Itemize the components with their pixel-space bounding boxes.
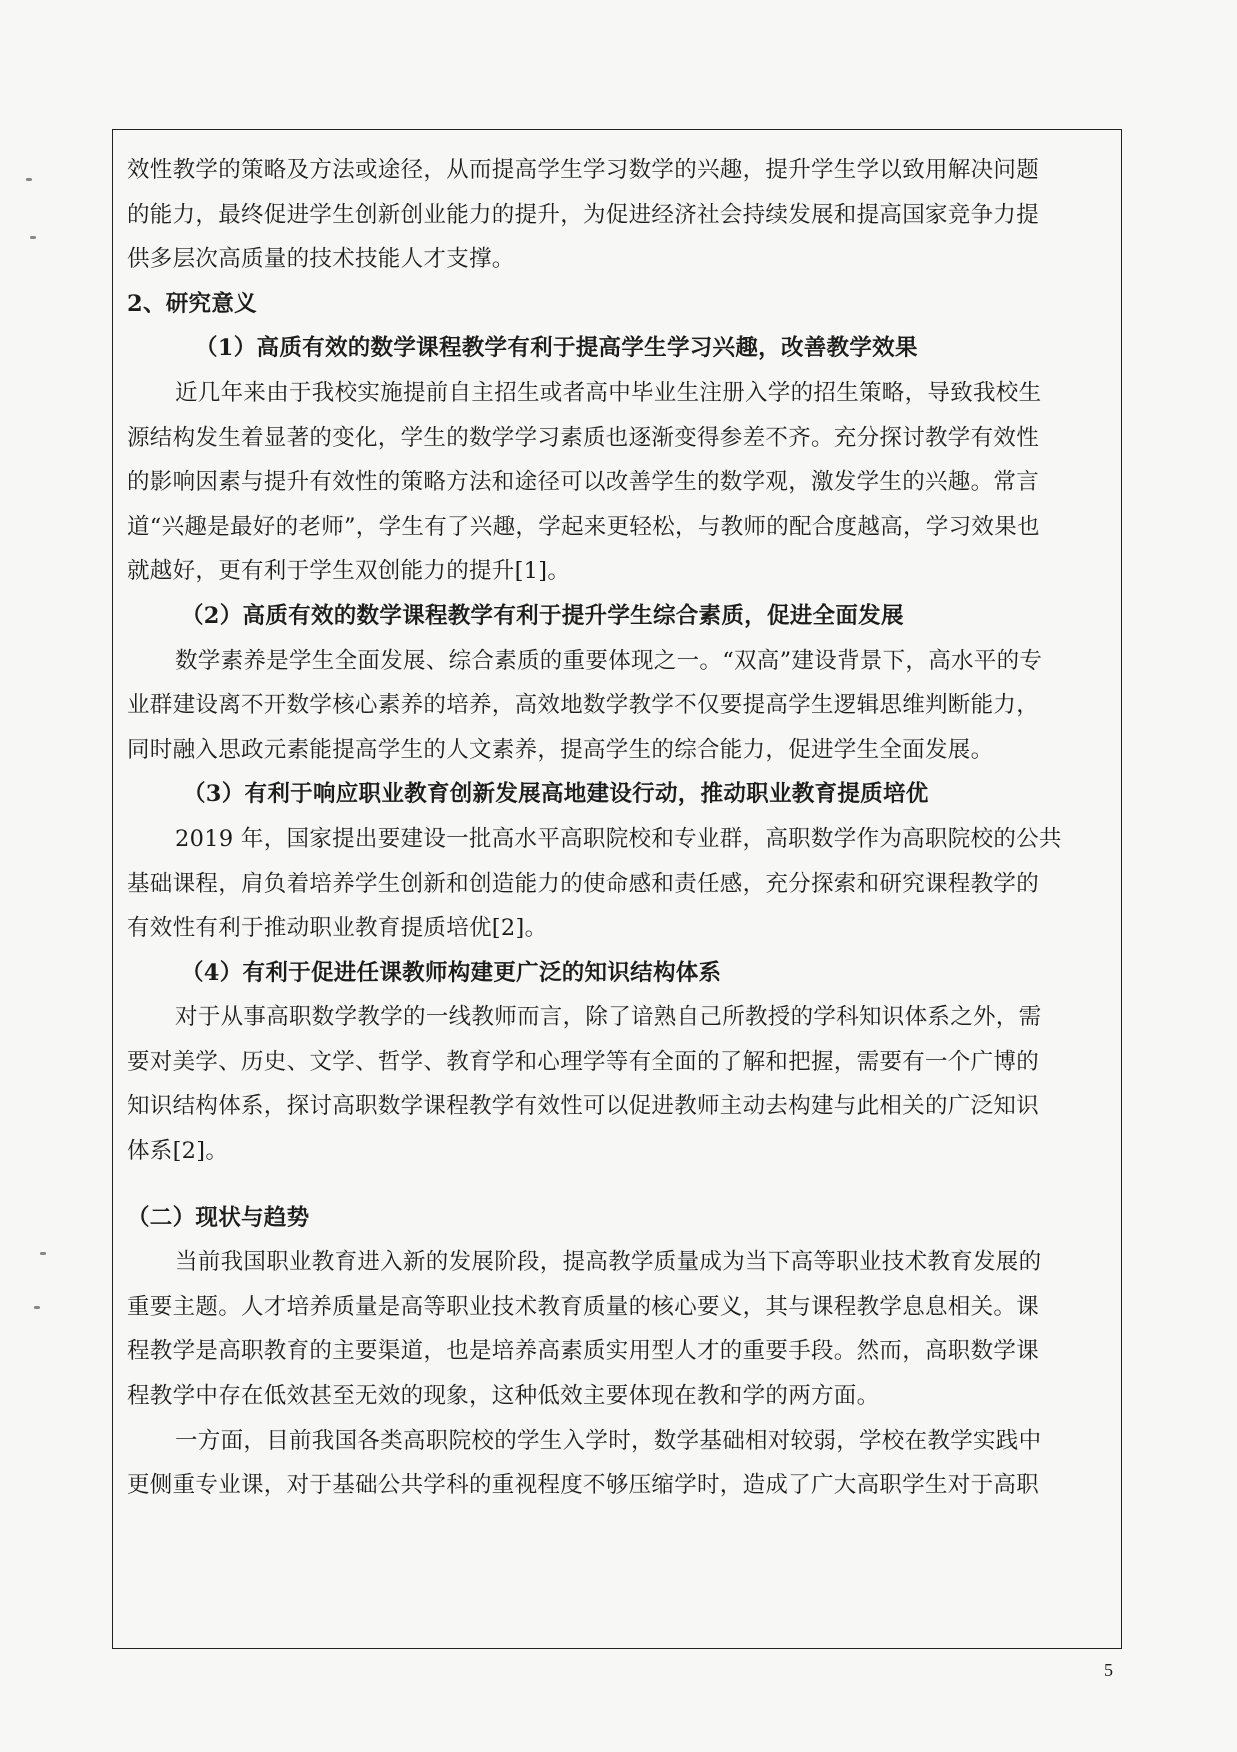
subsection-body-1 bbox=[127, 371, 1107, 594]
subsection-body-2 bbox=[127, 639, 1107, 773]
text-line: 体系[2]。 bbox=[127, 1138, 229, 1165]
text-line: 效性教学的策略及方法或途径，从而提高学生学习数学的兴趣，提升学生学以致用解决问题 bbox=[127, 157, 1040, 183]
text-line: 供多层次高质量的技术技能人才支撑。 bbox=[127, 246, 515, 273]
text-line: 要对美学、历史、文学、哲学、教育学和心理学等有全面的了解和把握，需要有一个广博的 bbox=[127, 1048, 1040, 1075]
text-line: 近几年来由于我校实施提前自主招生或者高中毕业生注册入学的招生策略，导致我校生 bbox=[175, 379, 1042, 406]
subsection-body-4 bbox=[127, 995, 1107, 1173]
scan-speck bbox=[30, 236, 36, 239]
section-heading: 2、研究意义 bbox=[127, 290, 257, 317]
text-line: 就越好，更有利于学生双创能力的提升[1]。 bbox=[127, 558, 571, 585]
text-line: 一方面，目前我国各类高职院校的学生入学时，数学基础相对较弱，学校在教学实践中 bbox=[175, 1427, 1042, 1454]
text-line: 源结构发生着显著的变化，学生的数学学习素质也逐渐变得参差不齐。充分探讨教学有效性 bbox=[127, 424, 1040, 451]
scan-speck bbox=[40, 1252, 46, 1255]
section-heading-status-trends: （二）现状与趋势 bbox=[127, 1204, 310, 1231]
text-line: 同时融入思政元素能提高学生的人文素养，提高学生的综合能力，促进学生全面发展。 bbox=[127, 736, 994, 763]
text-line: 道“兴趣是最好的老师”，学生有了兴趣，学起来更轻松，与教师的配合度越高，学习效果也 bbox=[127, 513, 1040, 540]
status-paragraph-2 bbox=[127, 1419, 1107, 1508]
text-line: 知识结构体系，探讨高职数学课程教学有效性可以促进教师主动去构建与此相关的广泛知识 bbox=[127, 1093, 1040, 1120]
text-line: 的影响因素与提升有效性的策略方法和途径可以改善学生的数学观，激发学生的兴趣。常言 bbox=[127, 469, 1040, 496]
subsection-heading-3: （3）有利于响应职业教育创新发展高地建设行动，推动职业教育提质培优 bbox=[183, 781, 929, 808]
text-line: 程教学是高职教育的主要渠道，也是培养高素质实用型人才的重要手段。然而，高职数学课 bbox=[127, 1338, 1040, 1365]
text-line: 业群建设离不开数学核心素养的培养，高效地数学教学不仅要提高学生逻辑思维判断能力， bbox=[127, 692, 1040, 719]
text-line: 程教学中存在低效甚至无效的现象，这种低效主要体现在教和学的两方面。 bbox=[127, 1383, 880, 1410]
scan-speck bbox=[34, 1306, 40, 1309]
subsection-heading-1: （1）高质有效的数学课程教学有利于提高学生学习兴趣，改善教学效果 bbox=[195, 335, 918, 362]
scan-speck bbox=[26, 178, 32, 181]
text-line: 重要主题。人才培养质量是高等职业技术教育质量的核心要义，其与课程教学息息相关。课 bbox=[127, 1293, 1040, 1320]
text-line: 数学素养是学生全面发展、综合素质的重要体现之一。“双高”建设背景下，高水平的专 bbox=[175, 647, 1043, 674]
section-gap bbox=[127, 1174, 1107, 1196]
intro-continuation bbox=[127, 148, 1107, 282]
text-line: 基础课程，肩负着培养学生创新和创造能力的使命感和责任感，充分探索和研究课程教学的 bbox=[127, 870, 1040, 897]
content-frame bbox=[112, 129, 1122, 1649]
page-number: 5 bbox=[1104, 1660, 1113, 1680]
status-paragraph-1 bbox=[127, 1240, 1107, 1418]
text-line: 的能力，最终促进学生创新创业能力的提升，为促进经济社会持续发展和提高国家竞争力提 bbox=[127, 201, 1040, 228]
text-line: 对于从事高职数学教学的一线教师而言，除了谙熟自己所教授的学科知识体系之外，需 bbox=[175, 1004, 1042, 1031]
text-line: 2019 年，国家提出要建设一批高水平高职院校和专业群，高职数学作为高职院校的公共 bbox=[175, 825, 1062, 852]
subsection-heading-2: （2）高质有效的数学课程教学有利于提升学生综合素质，促进全面发展 bbox=[181, 602, 904, 629]
text-line: 更侧重专业课，对于基础公共学科的重视程度不够压缩学时，造成了广大高职学生对于高职 bbox=[127, 1472, 1040, 1499]
subsection-heading-4: （4）有利于促进任课教师构建更广泛的知识结构体系 bbox=[181, 959, 722, 986]
text-line: 当前我国职业教育进入新的发展阶段，提高教学质量成为当下高等职业技术教育发展的 bbox=[175, 1249, 1042, 1276]
text-line: 有效性有利于推动职业教育提质培优[2]。 bbox=[127, 915, 548, 942]
subsection-body-3 bbox=[127, 817, 1107, 951]
